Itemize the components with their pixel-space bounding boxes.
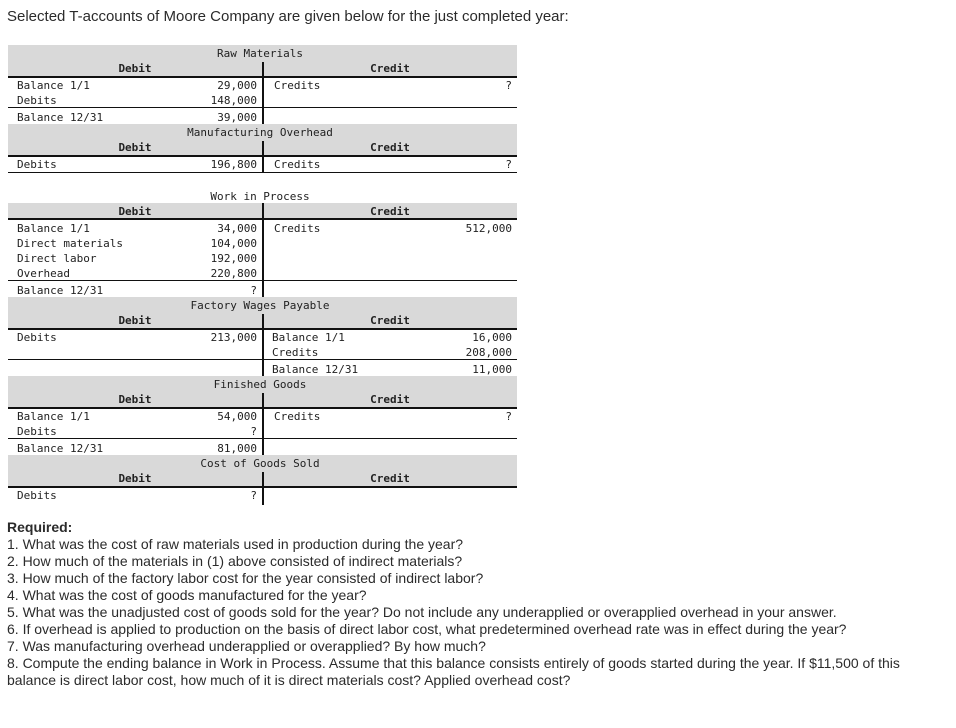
question-3: 3. How much of the factory labor cost for the year consisted of indirect labor? bbox=[7, 570, 484, 586]
entry-label: Debits bbox=[17, 425, 57, 438]
subtotal-line bbox=[8, 438, 517, 439]
entry-amount: 208,000 bbox=[465, 346, 512, 359]
subtotal-line bbox=[8, 280, 517, 281]
credit-header: Credit bbox=[370, 314, 410, 327]
entry-amount: 196,800 bbox=[210, 158, 257, 171]
entry-amount: ? bbox=[250, 425, 257, 438]
t-vertical-line bbox=[262, 141, 264, 173]
entry-amount: ? bbox=[505, 410, 512, 423]
credit-header: Credit bbox=[370, 141, 410, 154]
entry-amount: 213,000 bbox=[210, 331, 257, 344]
debit-header: Debit bbox=[118, 205, 152, 218]
entry-amount: 39,000 bbox=[217, 111, 257, 124]
debit-header: Debit bbox=[118, 393, 152, 406]
subtotal-line bbox=[8, 107, 517, 108]
debit-header: Debit bbox=[118, 314, 152, 327]
credit-header: Credit bbox=[370, 205, 410, 218]
subtotal-line bbox=[8, 359, 517, 360]
account-title: Work in Process bbox=[210, 190, 310, 203]
entry-label: Balance 12/31 bbox=[17, 284, 104, 297]
entry-amount: 11,000 bbox=[472, 363, 512, 376]
question-4: 4. What was the cost of goods manufactured for the year? bbox=[7, 587, 367, 603]
entry-label: Credits bbox=[274, 79, 321, 92]
entry-label: Credits bbox=[274, 410, 321, 423]
entry-amount: 16,000 bbox=[472, 331, 512, 344]
entry-amount: ? bbox=[505, 158, 512, 171]
entry-label: Debits bbox=[17, 158, 57, 171]
entry-amount: ? bbox=[250, 284, 257, 297]
debit-header: Debit bbox=[118, 62, 152, 75]
entry-amount: 192,000 bbox=[210, 252, 257, 265]
required-section bbox=[7, 519, 952, 689]
entry-amount: 148,000 bbox=[210, 94, 257, 107]
entry-amount: 54,000 bbox=[217, 410, 257, 423]
entry-amount: 512,000 bbox=[465, 222, 512, 235]
entry-label: Debits bbox=[17, 489, 57, 502]
question-8: 8. Compute the ending balance in Work in Process. Assume that this balance consists entirely of goods started during the year. If $11,500 of this balance is direct labor cost, how much of it is direct materials cost? Applied overhead cost? bbox=[7, 655, 900, 688]
account-title: Finished Goods bbox=[213, 378, 307, 391]
debit-header: Debit bbox=[118, 141, 152, 154]
required-title: Required: bbox=[7, 519, 73, 535]
entry-label: Credits bbox=[274, 222, 321, 235]
account-title: Factory Wages Payable bbox=[190, 299, 330, 312]
entry-label: Direct labor bbox=[17, 252, 97, 265]
question-1: 1. What was the cost of raw materials used in production during the year? bbox=[7, 536, 464, 552]
entry-label: Balance 12/31 bbox=[17, 111, 104, 124]
question-7: 7. Was manufacturing overhead underapplied or overapplied? By how much? bbox=[7, 638, 486, 654]
entry-label: Balance 12/31 bbox=[272, 363, 359, 376]
entry-label: Balance 12/31 bbox=[17, 442, 104, 455]
entry-amount: 34,000 bbox=[217, 222, 257, 235]
t-vertical-line bbox=[262, 314, 264, 376]
entry-amount: 104,000 bbox=[210, 237, 257, 250]
question-5: 5. What was the unadjusted cost of goods sold for the year? Do not include any underapplied or overapplied overhead in your answer. bbox=[7, 604, 837, 620]
entry-label: Debits bbox=[17, 331, 57, 344]
credit-header: Credit bbox=[370, 393, 410, 406]
question-2: 2. How much of the materials in (1) above consisted of indirect materials? bbox=[7, 553, 463, 569]
credit-header: Credit bbox=[370, 472, 410, 485]
entry-label: Balance 1/1 bbox=[17, 222, 90, 235]
entry-amount: ? bbox=[505, 79, 512, 92]
question-6: 6. If overhead is applied to production on the basis of direct labor cost, what predetermined overhead rate was in effect during the year? bbox=[7, 621, 847, 637]
entry-label: Debits bbox=[17, 94, 57, 107]
t-vertical-line bbox=[262, 62, 264, 124]
entry-label: Balance 1/1 bbox=[272, 331, 345, 344]
entry-label: Credits bbox=[274, 158, 321, 171]
entry-amount: 220,800 bbox=[210, 267, 257, 280]
entry-amount: ? bbox=[250, 489, 257, 502]
entry-label: Credits bbox=[272, 346, 319, 359]
entry-label: Direct materials bbox=[17, 237, 123, 250]
entry-amount: 29,000 bbox=[217, 79, 257, 92]
entry-label: Overhead bbox=[17, 267, 70, 280]
subtotal-line bbox=[8, 172, 517, 173]
entry-amount: 81,000 bbox=[217, 442, 257, 455]
t-vertical-line bbox=[262, 472, 264, 505]
t-vertical-line bbox=[262, 393, 264, 455]
entry-label: Balance 1/1 bbox=[17, 410, 90, 423]
credit-header: Credit bbox=[370, 62, 410, 75]
intro-text: Selected T-accounts of Moore Company are given below for the just completed year: bbox=[7, 8, 569, 25]
debit-header: Debit bbox=[118, 472, 152, 485]
account-title: Manufacturing Overhead bbox=[187, 126, 333, 139]
t-vertical-line bbox=[262, 203, 264, 297]
entry-label: Balance 1/1 bbox=[17, 79, 90, 92]
account-title: Cost of Goods Sold bbox=[200, 457, 320, 470]
account-title: Raw Materials bbox=[216, 47, 304, 60]
